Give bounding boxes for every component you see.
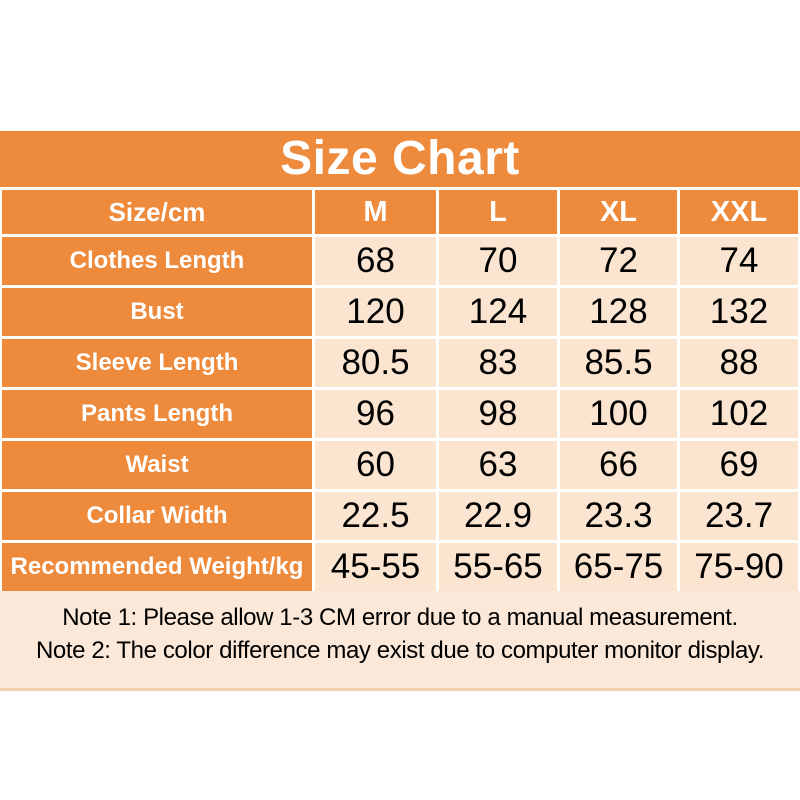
title-band [0,131,800,187]
row-label-bust: Bust [2,288,312,336]
cell-clothes-length-xl: 72 [560,237,677,285]
row-label-pants-length: Pants Length [2,390,312,438]
cell-pants-length-xl: 100 [560,390,677,438]
row-label-sleeve-length: Sleeve Length [2,339,312,387]
top-whitespace [0,0,800,131]
page-title: Size Chart [280,132,520,185]
cell-collar-width-xxl: 23.7 [680,492,798,540]
column-header-xxl: XXL [680,190,798,234]
column-header-unit: Size/cm [2,190,312,234]
row-label-waist: Waist [2,441,312,489]
cell-collar-width-l: 22.9 [439,492,557,540]
cell-sleeve-length-l: 83 [439,339,557,387]
cell-sleeve-length-xxl: 88 [680,339,798,387]
cell-recommended-weight-xl: 65-75 [560,543,677,591]
cell-sleeve-length-xl: 85.5 [560,339,677,387]
cell-waist-m: 60 [315,441,436,489]
notes-block [0,591,800,691]
row-label-collar-width: Collar Width [2,492,312,540]
cell-recommended-weight-l: 55-65 [439,543,557,591]
cell-collar-width-xl: 23.3 [560,492,677,540]
cell-clothes-length-l: 70 [439,237,557,285]
cell-clothes-length-m: 68 [315,237,436,285]
cell-sleeve-length-m: 80.5 [315,339,436,387]
cell-waist-l: 63 [439,441,557,489]
row-label-clothes-length: Clothes Length [2,237,312,285]
cell-clothes-length-xxl: 74 [680,237,798,285]
cell-bust-xxl: 132 [680,288,798,336]
cell-bust-l: 124 [439,288,557,336]
cell-recommended-weight-m: 45-55 [315,543,436,591]
cell-collar-width-m: 22.5 [315,492,436,540]
cell-waist-xxl: 69 [680,441,798,489]
size-table [2,187,798,591]
cell-recommended-weight-xxl: 75-90 [680,543,798,591]
note-2: Note 2: The color difference may exist due to computer monitor display. [36,637,764,664]
cell-bust-m: 120 [315,288,436,336]
cell-pants-length-m: 96 [315,390,436,438]
row-label-recommended-weight: Recommended Weight/kg [2,543,312,591]
cell-pants-length-l: 98 [439,390,557,438]
column-header-xl: XL [560,190,677,234]
cell-bust-xl: 128 [560,288,677,336]
column-header-l: L [439,190,557,234]
cell-pants-length-xxl: 102 [680,390,798,438]
note-1: Note 1: Please allow 1-3 CM error due to a manual measurement. [62,604,738,631]
cell-waist-xl: 66 [560,441,677,489]
column-header-m: M [315,190,436,234]
